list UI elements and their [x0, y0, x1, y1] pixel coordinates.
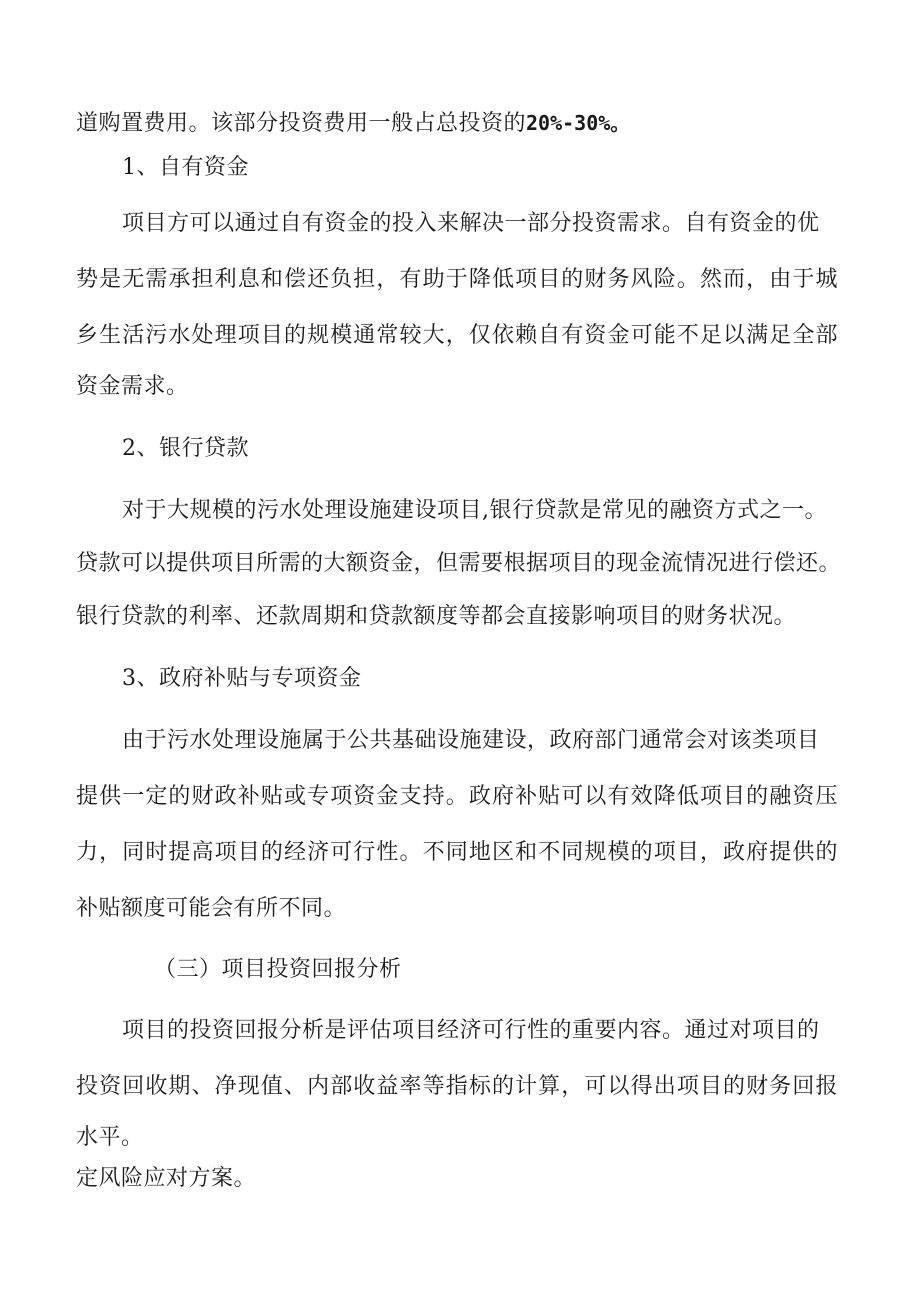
- section-heading-government-subsidy: 3、政府补贴与专项资金: [122, 666, 362, 691]
- paragraph-line: 乡生活污水处理项目的规模通常较大，仅依赖自有资金可能不足以满足全部: [76, 323, 838, 348]
- section-heading-bank-loans: 2、银行贷款: [122, 436, 249, 461]
- section-heading-investment-return: （三）项目投资回报分析: [154, 957, 402, 982]
- paragraph-line: 贷款可以提供项目所需的大额资金，但需要根据项目的现金流情况进行偿还。: [76, 551, 842, 576]
- intro-line-text: 道购置费用。该部分投资费用一般占总投资的: [76, 111, 527, 136]
- paragraph-line: 补贴额度可能会有所不同。: [76, 896, 347, 921]
- paragraph-line: 水平。: [76, 1125, 144, 1150]
- paragraph-line: 项目方可以通过自有资金的投入来解决一部分投资需求。自有资金的优: [122, 211, 820, 236]
- paragraph-line: 项目的投资回报分析是评估项目经济可行性的重要内容。通过对项目的: [122, 1018, 820, 1043]
- paragraph-line: 由于污水处理设施属于公共基础设施建设，政府部门通常会对该类项目: [122, 728, 820, 753]
- paragraph-line: 势是无需承担利息和偿还负担，有助于降低项目的财务风险。然而，由于城: [76, 267, 838, 292]
- paragraph-line: 提供一定的财政补贴或专项资金支持。政府补贴可以有效降低项目的融资压: [76, 784, 838, 809]
- paragraph-line: 投资回收期、净现值、内部收益率等指标的计算，可以得出项目的财务回报: [76, 1074, 838, 1099]
- paragraph-line: 资金需求。: [76, 374, 189, 399]
- paragraph-line: 力，同时提高项目的经济可行性。不同地区和不同规模的项目，政府提供的: [76, 840, 838, 865]
- section-heading-own-funds: 1、自有资金: [122, 155, 249, 180]
- paragraph-line: 银行贷款的利率、还款周期和贷款额度等都会直接影响项目的财务状况。: [76, 604, 797, 629]
- paragraph-line: 对于大规模的污水处理设施建设项目,银行贷款是常见的融资方式之一。: [122, 498, 827, 523]
- tail-line: 定风险应对方案。: [76, 1166, 257, 1191]
- intro-line-percentage: 20%-30%。: [526, 111, 631, 135]
- intro-line: [76, 110, 630, 139]
